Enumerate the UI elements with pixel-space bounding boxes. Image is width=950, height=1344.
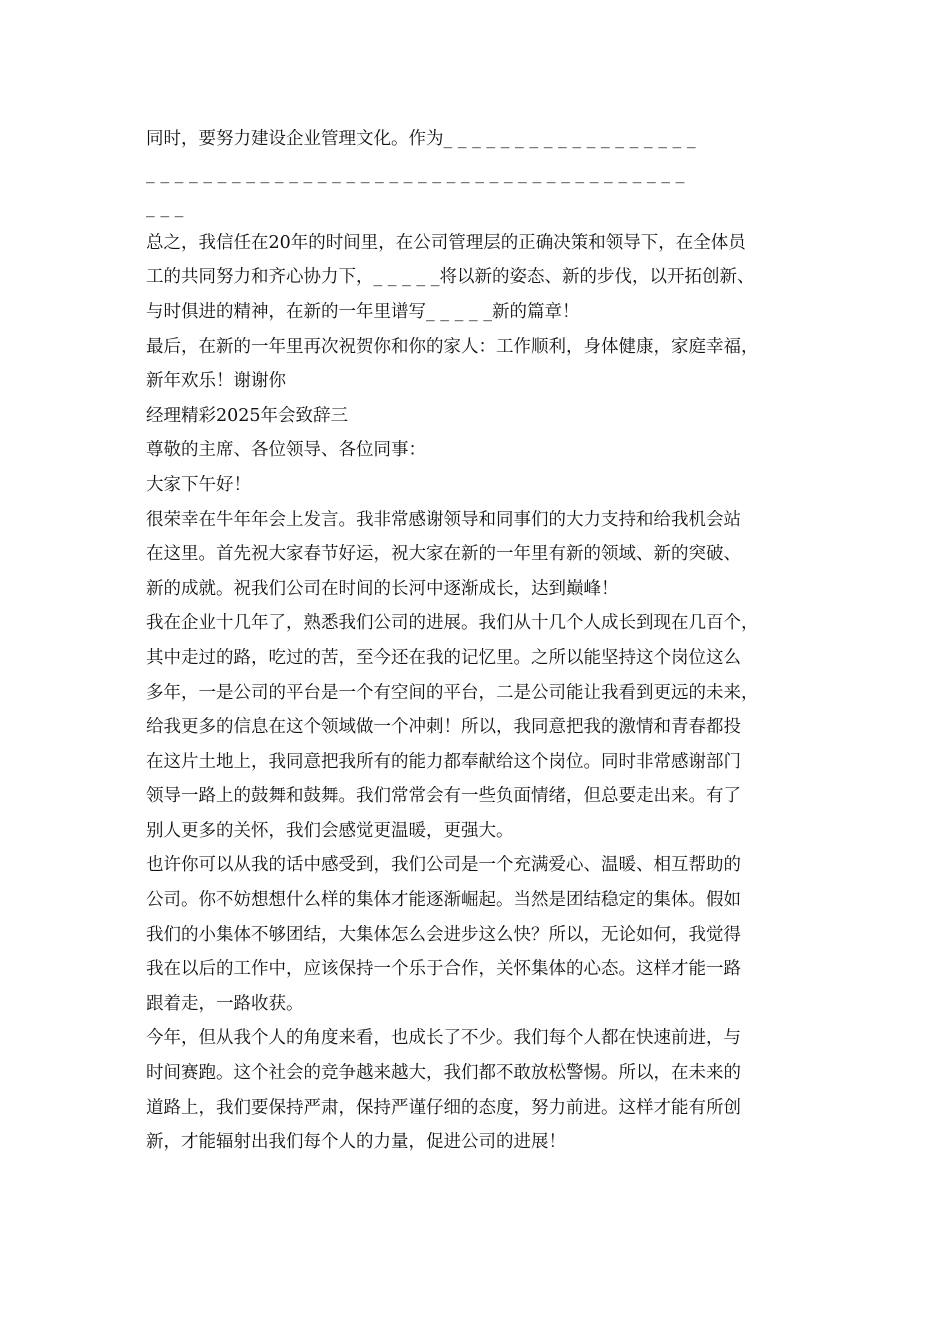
text-line: 新年欢乐！谢谢你 (146, 371, 286, 392)
text-line: 新，才能辐射出我们每个人的力量，促进公司的进展！ (146, 1132, 566, 1153)
salutation: 尊敬的主席、各位领导、各位同事： (146, 440, 426, 461)
text-line: 总之，我信任在20年的时间里，在公司管理层的正确决策和领导下，在全体员 (146, 232, 746, 253)
text-line: 我在以后的工作中，应该保持一个乐于合作，关怀集体的心态。这样才能一路 (146, 959, 741, 980)
text-line: 给我更多的信息在这个领域做一个冲刺！所以，我同意把我的激情和青春都投 (146, 717, 741, 738)
text-line: 也许你可以从我的话中感受到，我们公司是一个充满爱心、温暖、相互帮助的 (146, 855, 741, 876)
text-line: 公司。你不妨想想什么样的集体才能逐渐崛起。当然是团结稳定的集体。假如 (146, 890, 741, 911)
text-line: 跟着走，一路收获。 (146, 993, 304, 1014)
text-line: 最后，在新的一年里再次祝贺你和你的家人：工作顺利，身体健康，家庭幸福， (146, 336, 759, 357)
text-line: 同时，要努力建设企业管理文化。作为_ _ _ _ _ _ _ _ _ _ _ _ _ _ _ _ _ _ (146, 129, 696, 149)
text-line: 别人更多的关怀，我们会感觉更温暖，更强大。 (146, 820, 514, 841)
text-line: 工的共同努力和齐心协力下，_ _ _ _ _将以新的姿态、新的步伐，以开拓创新、 (146, 267, 755, 288)
text-line: _ _ _ _ _ _ _ _ _ _ _ _ _ _ _ _ _ _ _ _ _ _ _ _ _ _ _ _ _ _ _ _ _ _ _ _ _ _ (146, 163, 685, 184)
text-line: 与时俱进的精神，在新的一年里谱写_ _ _ _ _新的篇章！ (146, 301, 580, 322)
text-line: 新的成就。祝我们公司在时间的长河中逐渐成长，达到巅峰！ (146, 578, 619, 599)
text-line: 今年，但从我个人的角度来看，也成长了不少。我们每个人都在快速前进，与 (146, 1028, 741, 1049)
text-line: 其中走过的路，吃过的苦，至今还在我的记忆里。之所以能坚持这个岗位这么 (146, 647, 741, 668)
text-line: 我在企业十几年了，熟悉我们公司的进展。我们从十几个人成长到现在几百个， (146, 613, 759, 634)
greeting: 大家下午好！ (146, 474, 251, 495)
text-line: 道路上，我们要保持严肃，保持严谨仔细的态度，努力前进。这样才能有所创 (146, 1097, 741, 1118)
text-line: 在这片土地上，我同意把我所有的能力都奉献给这个岗位。同时非常感谢部门 (146, 751, 741, 772)
document-body (146, 122, 826, 1160)
text-line: 很荣幸在牛年年会上发言。我非常感谢领导和同事们的大力支持和给我机会站 (146, 509, 741, 530)
text-line: 在这里。首先祝大家春节好运，祝大家在新的一年里有新的领域、新的突破、 (146, 544, 741, 565)
text-line: 我们的小集体不够团结，大集体怎么会进步这么快？所以，无论如何，我觉得 (146, 924, 741, 945)
text-line: _ _ _ (146, 198, 184, 219)
text-line: 时间赛跑。这个社会的竞争越来越大，我们都不敢放松警惕。所以，在未来的 (146, 1063, 741, 1084)
section-heading: 经理精彩2025年会致辞三 (146, 405, 349, 426)
text-line: 领导一路上的鼓舞和鼓舞。我们常常会有一些负面情绪，但总要走出来。有了 (146, 786, 741, 807)
text-line: 多年，一是公司的平台是一个有空间的平台，二是公司能让我看到更远的未来， (146, 682, 759, 703)
